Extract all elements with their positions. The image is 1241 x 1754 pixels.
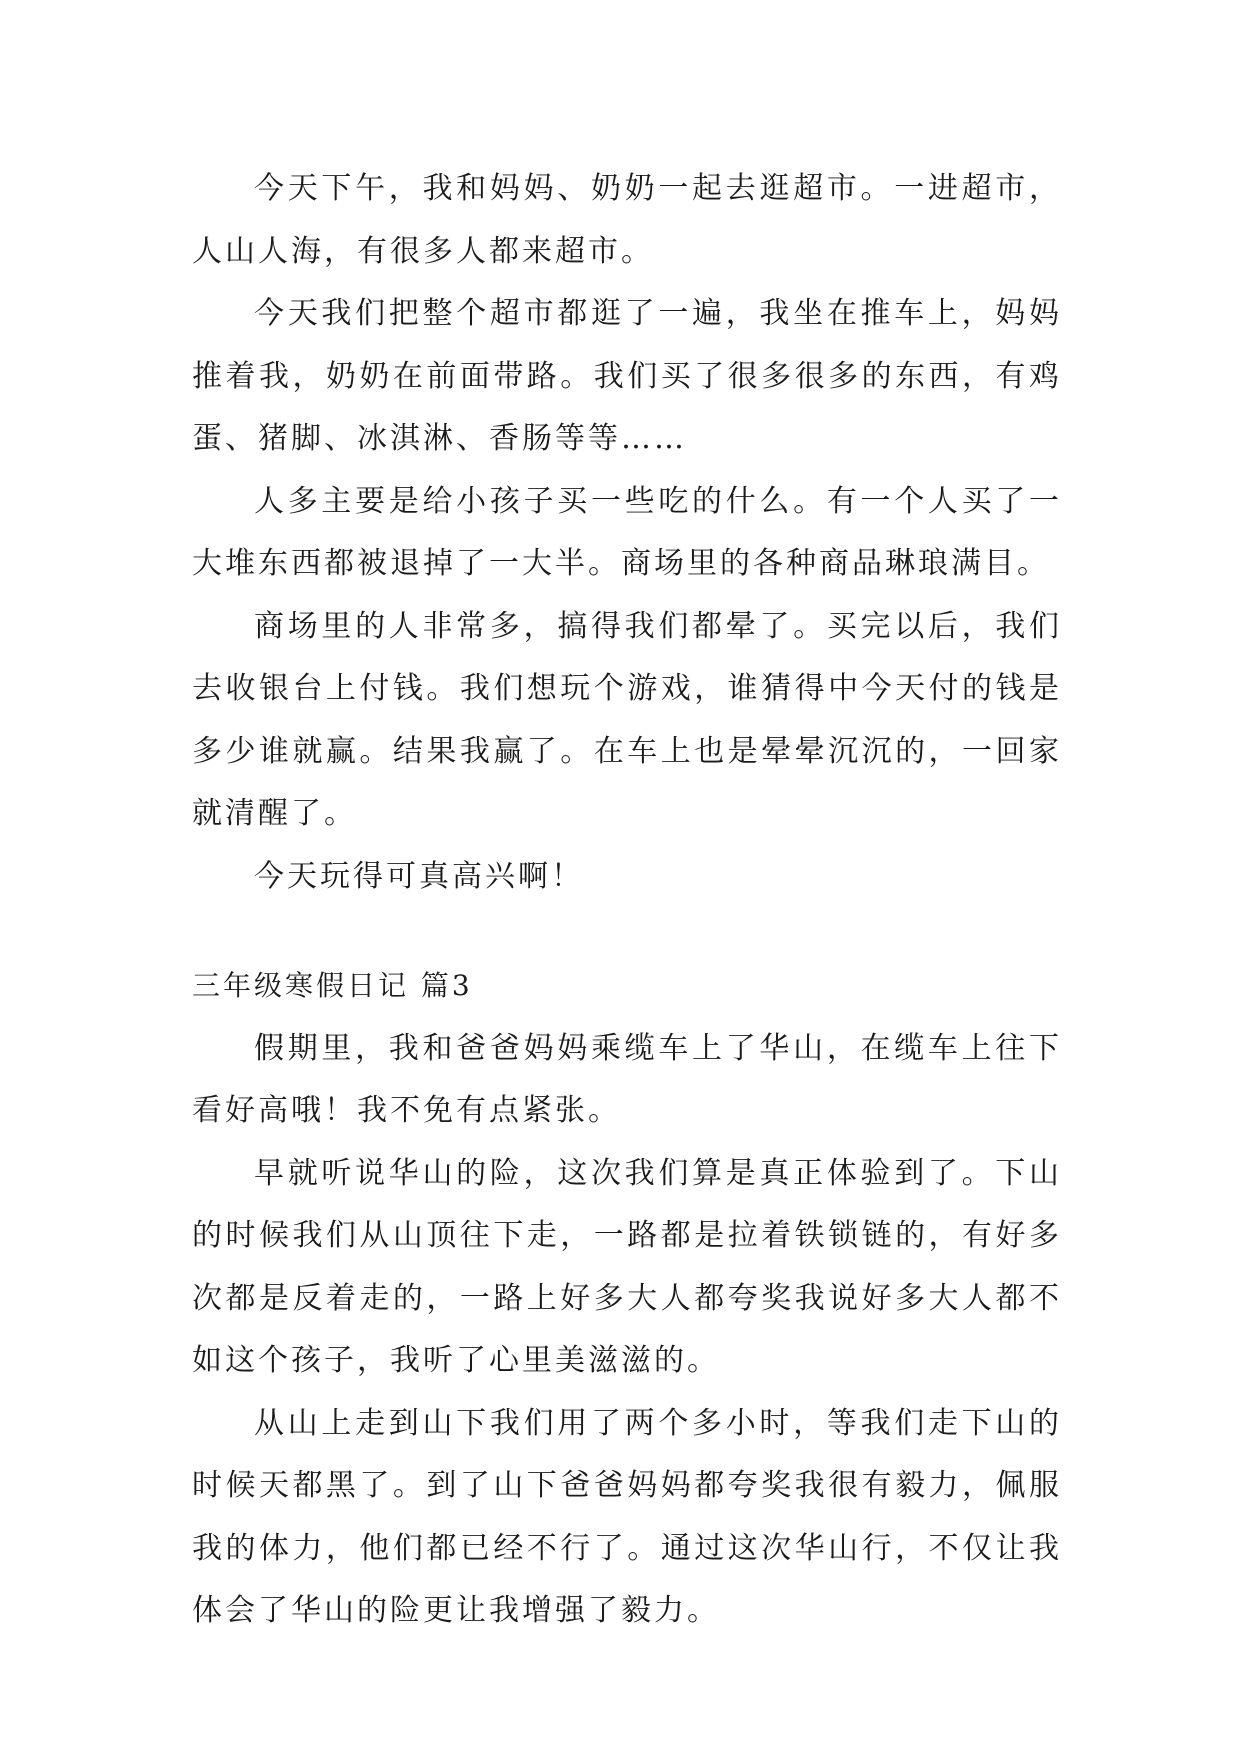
paragraph: 今天下午，我和妈妈、奶奶一起去逛超市。一进超市，人山人海，有很多人都来超市。 bbox=[192, 171, 1062, 269]
paragraph: 今天我们把整个超市都逛了一遍，我坐在推车上，妈妈推着我，奶奶在前面带路。我们买了很多很多的东西，有鸡蛋、猪脚、冰淇淋、香肠等等…… bbox=[192, 296, 1062, 456]
document-body bbox=[192, 158, 1062, 1643]
paragraph: 从山上走到山下我们用了两个多小时，等我们走下山的时候天都黑了。到了山下爸爸妈妈都夸奖我很有毅力，佩服我的体力，他们都已经不行了。通过这次华山行，不仅让我体会了华山的险更让我增强了毅力。 bbox=[192, 1405, 1062, 1628]
paragraph: 假期里，我和爸爸妈妈乘缆车上了华山，在缆车上往下看好高哦！我不免有点紧张。 bbox=[192, 1030, 1062, 1128]
paragraph: 商场里的人非常多，搞得我们都晕了。买完以后，我们去收银台上付钱。我们想玩个游戏，谁猜得中今天付的钱是多少谁就赢。结果我赢了。在车上也是晕晕沉沉的，一回家就清醒了。 bbox=[192, 608, 1062, 831]
paragraph: 今天玩得可真高兴啊！ bbox=[254, 858, 584, 894]
paragraph: 早就听说华山的险，这次我们算是真正体验到了。下山的时候我们从山顶往下走，一路都是拉着铁锁链的，有好多次都是反着走的，一路上好多大人都夸奖我说好多大人都不如这个孩子，我听了心里美滋滋的。 bbox=[192, 1155, 1062, 1378]
section-title: 三年级寒假日记 篇3 bbox=[192, 969, 473, 1002]
paragraph: 人多主要是给小孩子买一些吃的什么。有一个人买了一大堆东西都被退掉了一大半。商场里的各种商品琳琅满目。 bbox=[192, 483, 1062, 581]
